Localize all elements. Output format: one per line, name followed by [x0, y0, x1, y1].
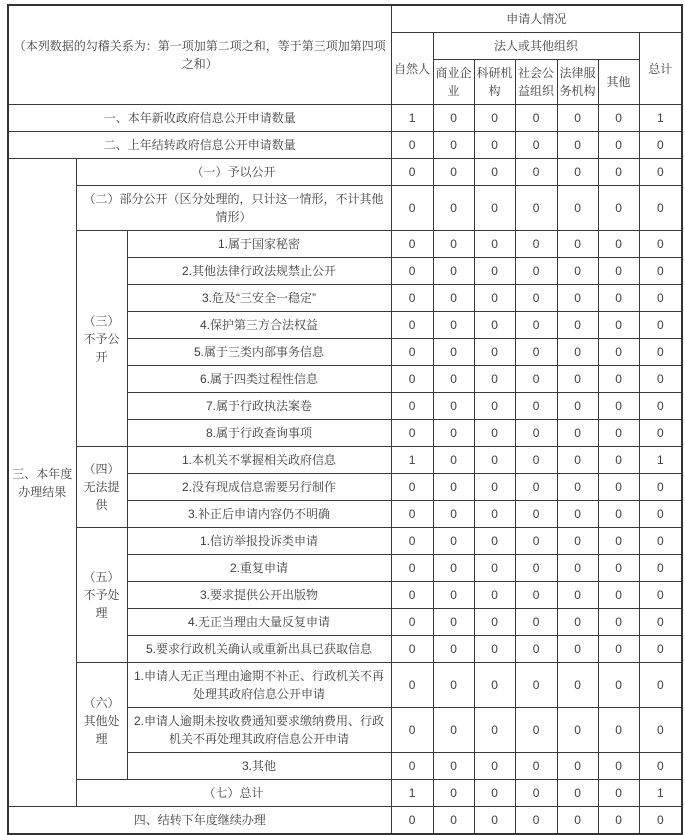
value-cell: 0: [639, 528, 682, 555]
value-cell: 0: [557, 555, 598, 582]
value-cell: 1: [639, 780, 682, 807]
value-cell: 0: [391, 708, 433, 753]
value-cell: 0: [474, 420, 515, 447]
value-cell: 0: [557, 636, 598, 663]
value-cell: 0: [515, 636, 557, 663]
value-cell: 0: [474, 393, 515, 420]
value-cell: 0: [557, 105, 598, 132]
value-cell: 0: [433, 708, 474, 753]
value-cell: 0: [433, 447, 474, 474]
value-cell: 0: [515, 420, 557, 447]
row-label: 5.属于三类内部事务信息: [127, 339, 391, 366]
table-row: [8, 186, 682, 231]
value-cell: 0: [391, 339, 433, 366]
value-cell: 0: [433, 339, 474, 366]
value-cell: 0: [557, 186, 598, 231]
value-cell: 0: [557, 501, 598, 528]
value-cell: 0: [474, 312, 515, 339]
value-cell: 1: [391, 447, 433, 474]
table-row: [8, 528, 682, 555]
row-label: 8.属于行政查询事项: [127, 420, 391, 447]
value-cell: 0: [391, 285, 433, 312]
value-cell: 0: [598, 501, 639, 528]
value-cell: 0: [515, 159, 557, 186]
value-cell: 0: [433, 474, 474, 501]
value-cell: 1: [639, 447, 682, 474]
value-cell: 0: [598, 582, 639, 609]
value-cell: 0: [639, 663, 682, 708]
row-label: 1.信访举报投诉类申请: [127, 528, 391, 555]
value-cell: 0: [515, 393, 557, 420]
value-cell: 0: [515, 582, 557, 609]
value-cell: 0: [598, 447, 639, 474]
value-cell: 0: [474, 555, 515, 582]
table-row: [8, 159, 682, 186]
value-cell: 0: [515, 258, 557, 285]
value-cell: 0: [598, 339, 639, 366]
value-cell: 0: [474, 159, 515, 186]
value-cell: 0: [639, 609, 682, 636]
value-cell: 0: [557, 609, 598, 636]
value-cell: 0: [391, 555, 433, 582]
table-row: [8, 663, 682, 708]
value-cell: 0: [557, 339, 598, 366]
value-cell: 0: [391, 159, 433, 186]
value-cell: 0: [433, 528, 474, 555]
row-label: （一）予以公开: [76, 159, 391, 186]
value-cell: 0: [557, 708, 598, 753]
value-cell: 0: [474, 582, 515, 609]
value-cell: 0: [639, 420, 682, 447]
value-cell: 0: [515, 366, 557, 393]
row-label: 3.其他: [127, 753, 391, 780]
row-group-not-disclose: （三）不予公开: [76, 231, 127, 447]
value-cell: 0: [474, 132, 515, 159]
row-group-annual-results: 三、本年度办理结果: [8, 159, 76, 807]
value-cell: 0: [557, 366, 598, 393]
value-cell: 0: [474, 501, 515, 528]
value-cell: 0: [391, 474, 433, 501]
value-cell: 0: [598, 258, 639, 285]
value-cell: 0: [598, 186, 639, 231]
row-label: （二）部分公开（区分处理的，只计这一情形，不计其他情形）: [76, 186, 391, 231]
value-cell: 0: [598, 420, 639, 447]
row-label: 3.危及“三安全一稳定”: [127, 285, 391, 312]
value-cell: 0: [639, 339, 682, 366]
row-label: 2.没有现成信息需要另行制作: [127, 474, 391, 501]
value-cell: 0: [515, 231, 557, 258]
value-cell: 0: [639, 501, 682, 528]
value-cell: 0: [639, 258, 682, 285]
value-cell: 0: [474, 105, 515, 132]
value-cell: 0: [557, 447, 598, 474]
value-cell: 0: [598, 312, 639, 339]
value-cell: 0: [598, 609, 639, 636]
value-cell: 0: [391, 528, 433, 555]
row-label: 4.保护第三方合法权益: [127, 312, 391, 339]
value-cell: 0: [433, 807, 474, 835]
value-cell: 0: [391, 582, 433, 609]
value-cell: 0: [474, 474, 515, 501]
row-label: 3.要求提供公开出版物: [127, 582, 391, 609]
value-cell: 1: [391, 780, 433, 807]
value-cell: 0: [474, 339, 515, 366]
value-cell: 0: [557, 231, 598, 258]
row-group-unable-provide: （四）无法提供: [76, 447, 127, 528]
row-label: 2.申请人逾期未按收费通知要求缴纳费用、行政机关不再处理其政府信息公开申请: [127, 708, 391, 753]
table-row: [8, 447, 682, 474]
value-cell: 0: [391, 501, 433, 528]
value-cell: 0: [433, 393, 474, 420]
value-cell: 0: [474, 366, 515, 393]
value-cell: 0: [474, 780, 515, 807]
value-cell: 0: [639, 474, 682, 501]
value-cell: 0: [598, 105, 639, 132]
value-cell: 0: [598, 159, 639, 186]
value-cell: 0: [433, 258, 474, 285]
table-row: [8, 807, 682, 835]
value-cell: 0: [474, 636, 515, 663]
row-label: 5.要求行政机关确认或重新出具已获取信息: [127, 636, 391, 663]
value-cell: 0: [598, 807, 639, 835]
value-cell: 0: [474, 528, 515, 555]
value-cell: 0: [557, 393, 598, 420]
value-cell: 0: [391, 393, 433, 420]
value-cell: 0: [433, 420, 474, 447]
value-cell: 0: [639, 285, 682, 312]
value-cell: 0: [598, 753, 639, 780]
value-cell: 0: [557, 663, 598, 708]
value-cell: 0: [639, 582, 682, 609]
header-applicant-group: 申请人情况: [391, 5, 682, 33]
value-cell: 0: [598, 231, 639, 258]
header-col-other: 其他: [598, 60, 639, 105]
value-cell: 0: [433, 555, 474, 582]
value-cell: 0: [557, 753, 598, 780]
value-cell: 0: [474, 807, 515, 835]
value-cell: 0: [557, 780, 598, 807]
value-cell: 0: [557, 807, 598, 835]
value-cell: 0: [433, 132, 474, 159]
value-cell: 0: [515, 312, 557, 339]
row-group-other-handle: （六）其他处理: [76, 663, 127, 780]
row-group-not-process: （五）不予处理: [76, 528, 127, 663]
value-cell: 0: [639, 708, 682, 753]
value-cell: 0: [515, 474, 557, 501]
table-row: [8, 132, 682, 159]
row-label: 1.申请人无正当理由逾期不补正、行政机关不再处理其政府信息公开申请: [127, 663, 391, 708]
header-legal-org-group: 法人或其他组织: [433, 33, 639, 60]
value-cell: 0: [433, 753, 474, 780]
value-cell: 0: [433, 312, 474, 339]
value-cell: 0: [639, 312, 682, 339]
value-cell: 1: [391, 105, 433, 132]
value-cell: 0: [433, 582, 474, 609]
value-cell: 0: [474, 708, 515, 753]
value-cell: 0: [474, 186, 515, 231]
value-cell: 0: [639, 132, 682, 159]
value-cell: 0: [598, 663, 639, 708]
table-row: [8, 231, 682, 258]
value-cell: 0: [433, 231, 474, 258]
row-label: 6.属于四类过程性信息: [127, 366, 391, 393]
value-cell: 0: [474, 447, 515, 474]
value-cell: 0: [639, 393, 682, 420]
corner-note: （本列数据的勾稽关系为：第一项加第二项之和，等于第三项加第四项之和）: [8, 5, 391, 105]
value-cell: 0: [515, 780, 557, 807]
value-cell: 0: [639, 555, 682, 582]
value-cell: 0: [391, 132, 433, 159]
value-cell: 0: [557, 159, 598, 186]
value-cell: 0: [391, 609, 433, 636]
value-cell: 0: [639, 186, 682, 231]
header-col-public-welfare: 社会公益组织: [515, 60, 557, 105]
value-cell: 0: [515, 708, 557, 753]
value-cell: 0: [474, 609, 515, 636]
value-cell: 0: [639, 807, 682, 835]
value-cell: 0: [557, 420, 598, 447]
row-label: 二、上年结转政府信息公开申请数量: [8, 132, 391, 159]
value-cell: 0: [598, 474, 639, 501]
value-cell: 0: [515, 105, 557, 132]
header-natural-person: 自然人: [391, 33, 433, 105]
value-cell: 0: [639, 159, 682, 186]
header-col-business: 商业企业: [433, 60, 474, 105]
value-cell: 0: [433, 285, 474, 312]
value-cell: 0: [474, 231, 515, 258]
value-cell: 0: [515, 753, 557, 780]
value-cell: 0: [474, 258, 515, 285]
header-col-legal-service: 法律服务机构: [557, 60, 598, 105]
value-cell: 0: [474, 753, 515, 780]
value-cell: 0: [391, 312, 433, 339]
header-total: 总计: [639, 33, 682, 105]
value-cell: 0: [515, 501, 557, 528]
value-cell: 0: [598, 366, 639, 393]
value-cell: 0: [598, 780, 639, 807]
value-cell: 0: [391, 753, 433, 780]
row-label: 1.属于国家秘密: [127, 231, 391, 258]
value-cell: 0: [557, 582, 598, 609]
row-label: 1.本机关不掌握相关政府信息: [127, 447, 391, 474]
value-cell: 0: [515, 339, 557, 366]
value-cell: 0: [515, 132, 557, 159]
value-cell: 0: [598, 132, 639, 159]
value-cell: 0: [515, 555, 557, 582]
value-cell: 0: [474, 285, 515, 312]
row-label: 4.无正当理由大量反复申请: [127, 609, 391, 636]
value-cell: 0: [515, 609, 557, 636]
value-cell: 0: [391, 420, 433, 447]
value-cell: 0: [598, 528, 639, 555]
row-label: 四、结转下年度继续办理: [8, 807, 391, 835]
value-cell: 0: [433, 501, 474, 528]
value-cell: 0: [639, 366, 682, 393]
value-cell: 0: [433, 186, 474, 231]
table-row: [8, 105, 682, 132]
row-label: 一、本年新收政府信息公开申请数量: [8, 105, 391, 132]
value-cell: 0: [391, 636, 433, 663]
value-cell: 0: [557, 474, 598, 501]
value-cell: 0: [433, 609, 474, 636]
value-cell: 0: [515, 528, 557, 555]
row-label: （七）总计: [76, 780, 391, 807]
value-cell: 0: [391, 258, 433, 285]
row-label: 2.重复申请: [127, 555, 391, 582]
value-cell: 0: [433, 663, 474, 708]
value-cell: 0: [639, 231, 682, 258]
value-cell: 0: [639, 753, 682, 780]
value-cell: 0: [391, 186, 433, 231]
value-cell: 0: [515, 447, 557, 474]
value-cell: 0: [433, 636, 474, 663]
row-label: 2.其他法律行政法规禁止公开: [127, 258, 391, 285]
value-cell: 0: [639, 636, 682, 663]
value-cell: 0: [433, 105, 474, 132]
value-cell: 0: [391, 231, 433, 258]
header-col-research: 科研机构: [474, 60, 515, 105]
header-row-1: [8, 5, 682, 33]
value-cell: 0: [391, 663, 433, 708]
table-row: [8, 780, 682, 807]
value-cell: 0: [515, 186, 557, 231]
value-cell: 0: [557, 258, 598, 285]
value-cell: 0: [391, 807, 433, 835]
value-cell: 0: [474, 663, 515, 708]
value-cell: 0: [598, 285, 639, 312]
value-cell: 0: [515, 807, 557, 835]
value-cell: 0: [433, 780, 474, 807]
value-cell: 0: [557, 285, 598, 312]
value-cell: 0: [391, 366, 433, 393]
value-cell: 0: [598, 555, 639, 582]
value-cell: 0: [433, 366, 474, 393]
value-cell: 0: [598, 393, 639, 420]
value-cell: 0: [598, 708, 639, 753]
value-cell: 0: [515, 285, 557, 312]
row-label: 7.属于行政执法案卷: [127, 393, 391, 420]
value-cell: 0: [557, 528, 598, 555]
value-cell: 0: [515, 663, 557, 708]
value-cell: 0: [557, 312, 598, 339]
value-cell: 0: [598, 636, 639, 663]
value-cell: 1: [639, 105, 682, 132]
row-label: 3.补正后申请内容仍不明确: [127, 501, 391, 528]
value-cell: 0: [433, 159, 474, 186]
disclosure-request-table: [7, 4, 683, 835]
value-cell: 0: [557, 132, 598, 159]
